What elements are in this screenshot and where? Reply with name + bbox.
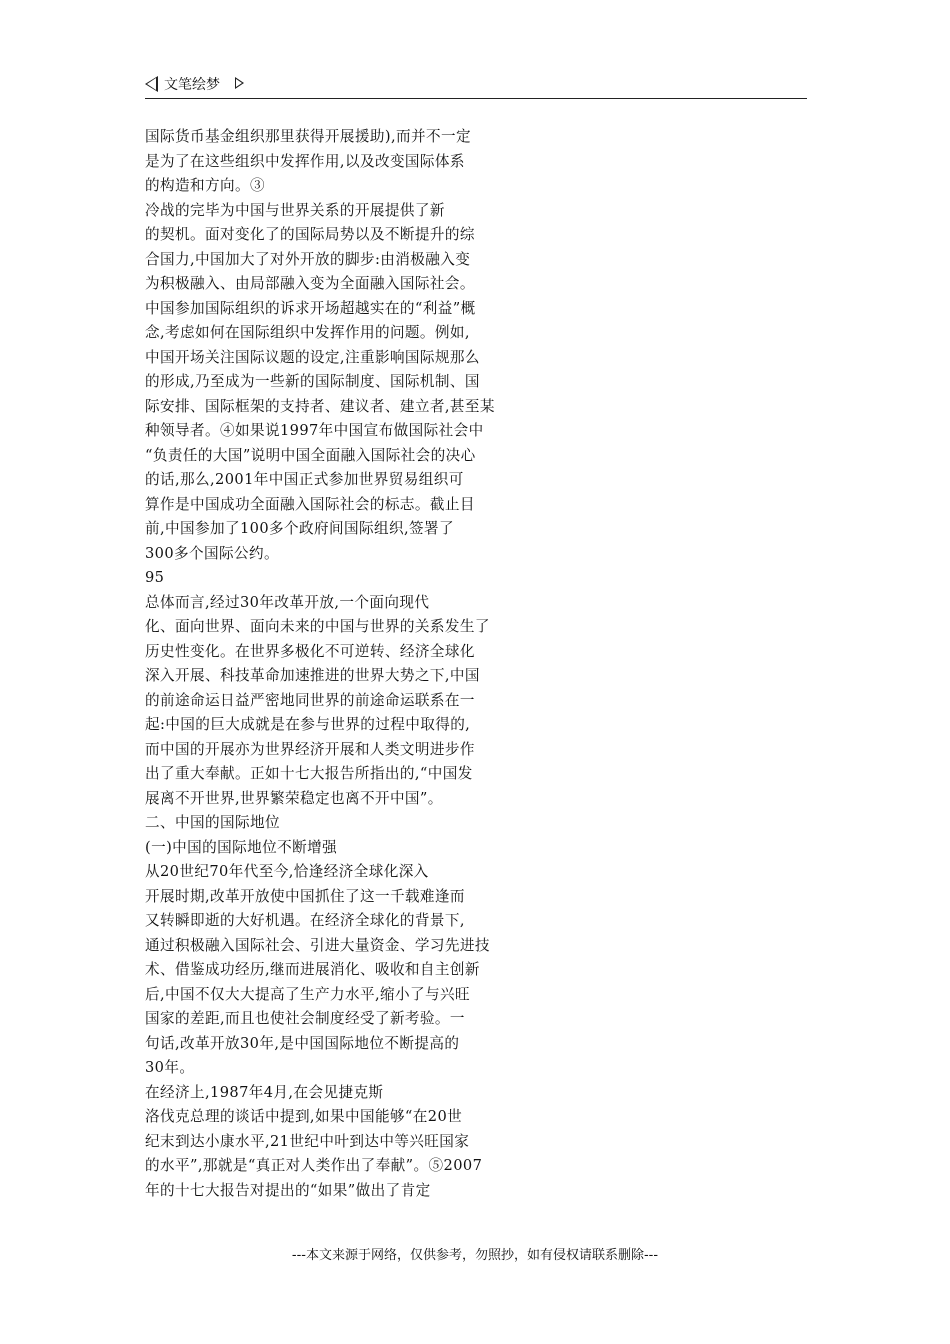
text-line: 纪末到达小康水平,21世纪中叶到达中等兴旺国家 [145,1132,470,1150]
brand-name: 文笔绘梦 [164,77,220,93]
text-line: 总体而言,经过30年改革开放,一个面向现代 [145,593,430,611]
page-header [145,74,807,99]
text-line: 年的十七大报告对提出的“如果”做出了肯定 [145,1181,431,1199]
footer-notice: ---本文来源于网络，仅供参考，勿照抄，如有侵权请联系删除--- [291,1248,659,1263]
text-line: 冷战的完毕为中国与世界关系的开展提供了新 [145,201,445,219]
text-line: 念,考虑如何在国际组织中发挥作用的问题。例如, [145,324,470,341]
text-line: 二、中国的国际地位 [145,814,280,831]
text-line: 前,中国参加了100多个政府间国际组织,签署了 [145,520,455,537]
text-line: 的形成,乃至成为一些新的国际制度、国际机制、国 [145,373,480,390]
triangle-right-icon [235,77,244,89]
text-line: “负责任的大国”说明中国全面融入国际社会的决心 [145,446,476,464]
text-line: 的水平”,那就是“真正对人类作出了奉献”。⑤2007 [145,1157,483,1174]
text-line: 中国开场关注国际议题的设定,注重影响国际规那么 [145,348,480,366]
text-line: 句话,改革开放30年,是中国国际地位不断提高的 [145,1034,460,1052]
document-body [145,125,545,1203]
text-line: 的契机。面对变化了的国际局势以及不断提升的综 [145,226,475,243]
text-line: 际安排、国际框架的支持者、建议者、建立者,甚至某 [145,397,495,415]
text-line: 国际货币基金组织那里获得开展援助),而并不一定 [145,128,472,145]
text-line: 展离不开世界,世界繁荣稳定也离不开中国”。 [145,789,443,807]
text-line: 而中国的开展亦为世界经济开展和人类文明进步作 [145,740,475,758]
text-line: 历史性变化。在世界多极化不可逆转、经济全球化 [145,642,475,660]
text-line: 种领导者。④如果说1997年中国宣布做国际社会中 [145,422,484,439]
text-line: 化、面向世界、面向未来的中国与世界的关系发生了 [145,618,490,635]
text-line: 在经济上,1987年4月,在会见捷克斯 [145,1083,384,1101]
text-line: 的话,那么,2001年中国正式参加世界贸易组织可 [145,471,464,488]
text-line: 30年。 [145,1059,195,1076]
text-line: 的构造和方向。③ [145,177,265,194]
text-line: 开展时期,改革开放使中国抓住了这一千载难逢而 [145,887,465,905]
text-line: (一)中国的国际地位不断增强 [145,838,338,856]
text-line: 合国力,中国加大了对外开放的脚步:由消极融入变 [145,250,471,268]
text-line: 术、借鉴成功经历,继而进展消化、吸收和自主创新 [145,961,480,978]
text-line: 后,中国不仅大大提高了生产力水平,缩小了与兴旺 [145,985,470,1003]
text-line: 中国参加国际组织的诉求开场超越实在的“利益”概 [145,299,476,317]
triangle-left-icon [145,76,158,92]
text-line: 深入开展、科技革命加速推进的世界大势之下,中国 [145,667,480,684]
text-line: 从20世纪70年代至今,恰逢经济全球化深入 [145,863,429,880]
text-line: 的前途命运日益严密地同世界的前途命运联系在一 [145,691,475,709]
text-line: 为积极融入、由局部融入变为全面融入国际社会。 [145,275,475,292]
text-line: 又转瞬即逝的大好机遇。在经济全球化的背景下, [145,912,465,929]
text-line: 算作是中国成功全面融入国际社会的标志。截止目 [145,495,475,513]
text-line: 95 [145,569,165,586]
text-line: 300多个国际公约。 [145,544,280,562]
text-line: 洛伐克总理的谈话中提到,如果中国能够“在20世 [145,1108,463,1125]
text-line: 起:中国的巨大成就是在参与世界的过程中取得的, [145,716,471,733]
text-line: 出了重大奉献。正如十七大报告所指出的,“中国发 [145,765,473,782]
text-line: 通过积极融入国际社会、引进大量资金、学习先进技 [145,936,490,954]
text-line: 国家的差距,而且也使社会制度经受了新考验。一 [145,1010,465,1027]
text-line: 是为了在这些组织中发挥作用,以及改变国际体系 [145,152,465,170]
